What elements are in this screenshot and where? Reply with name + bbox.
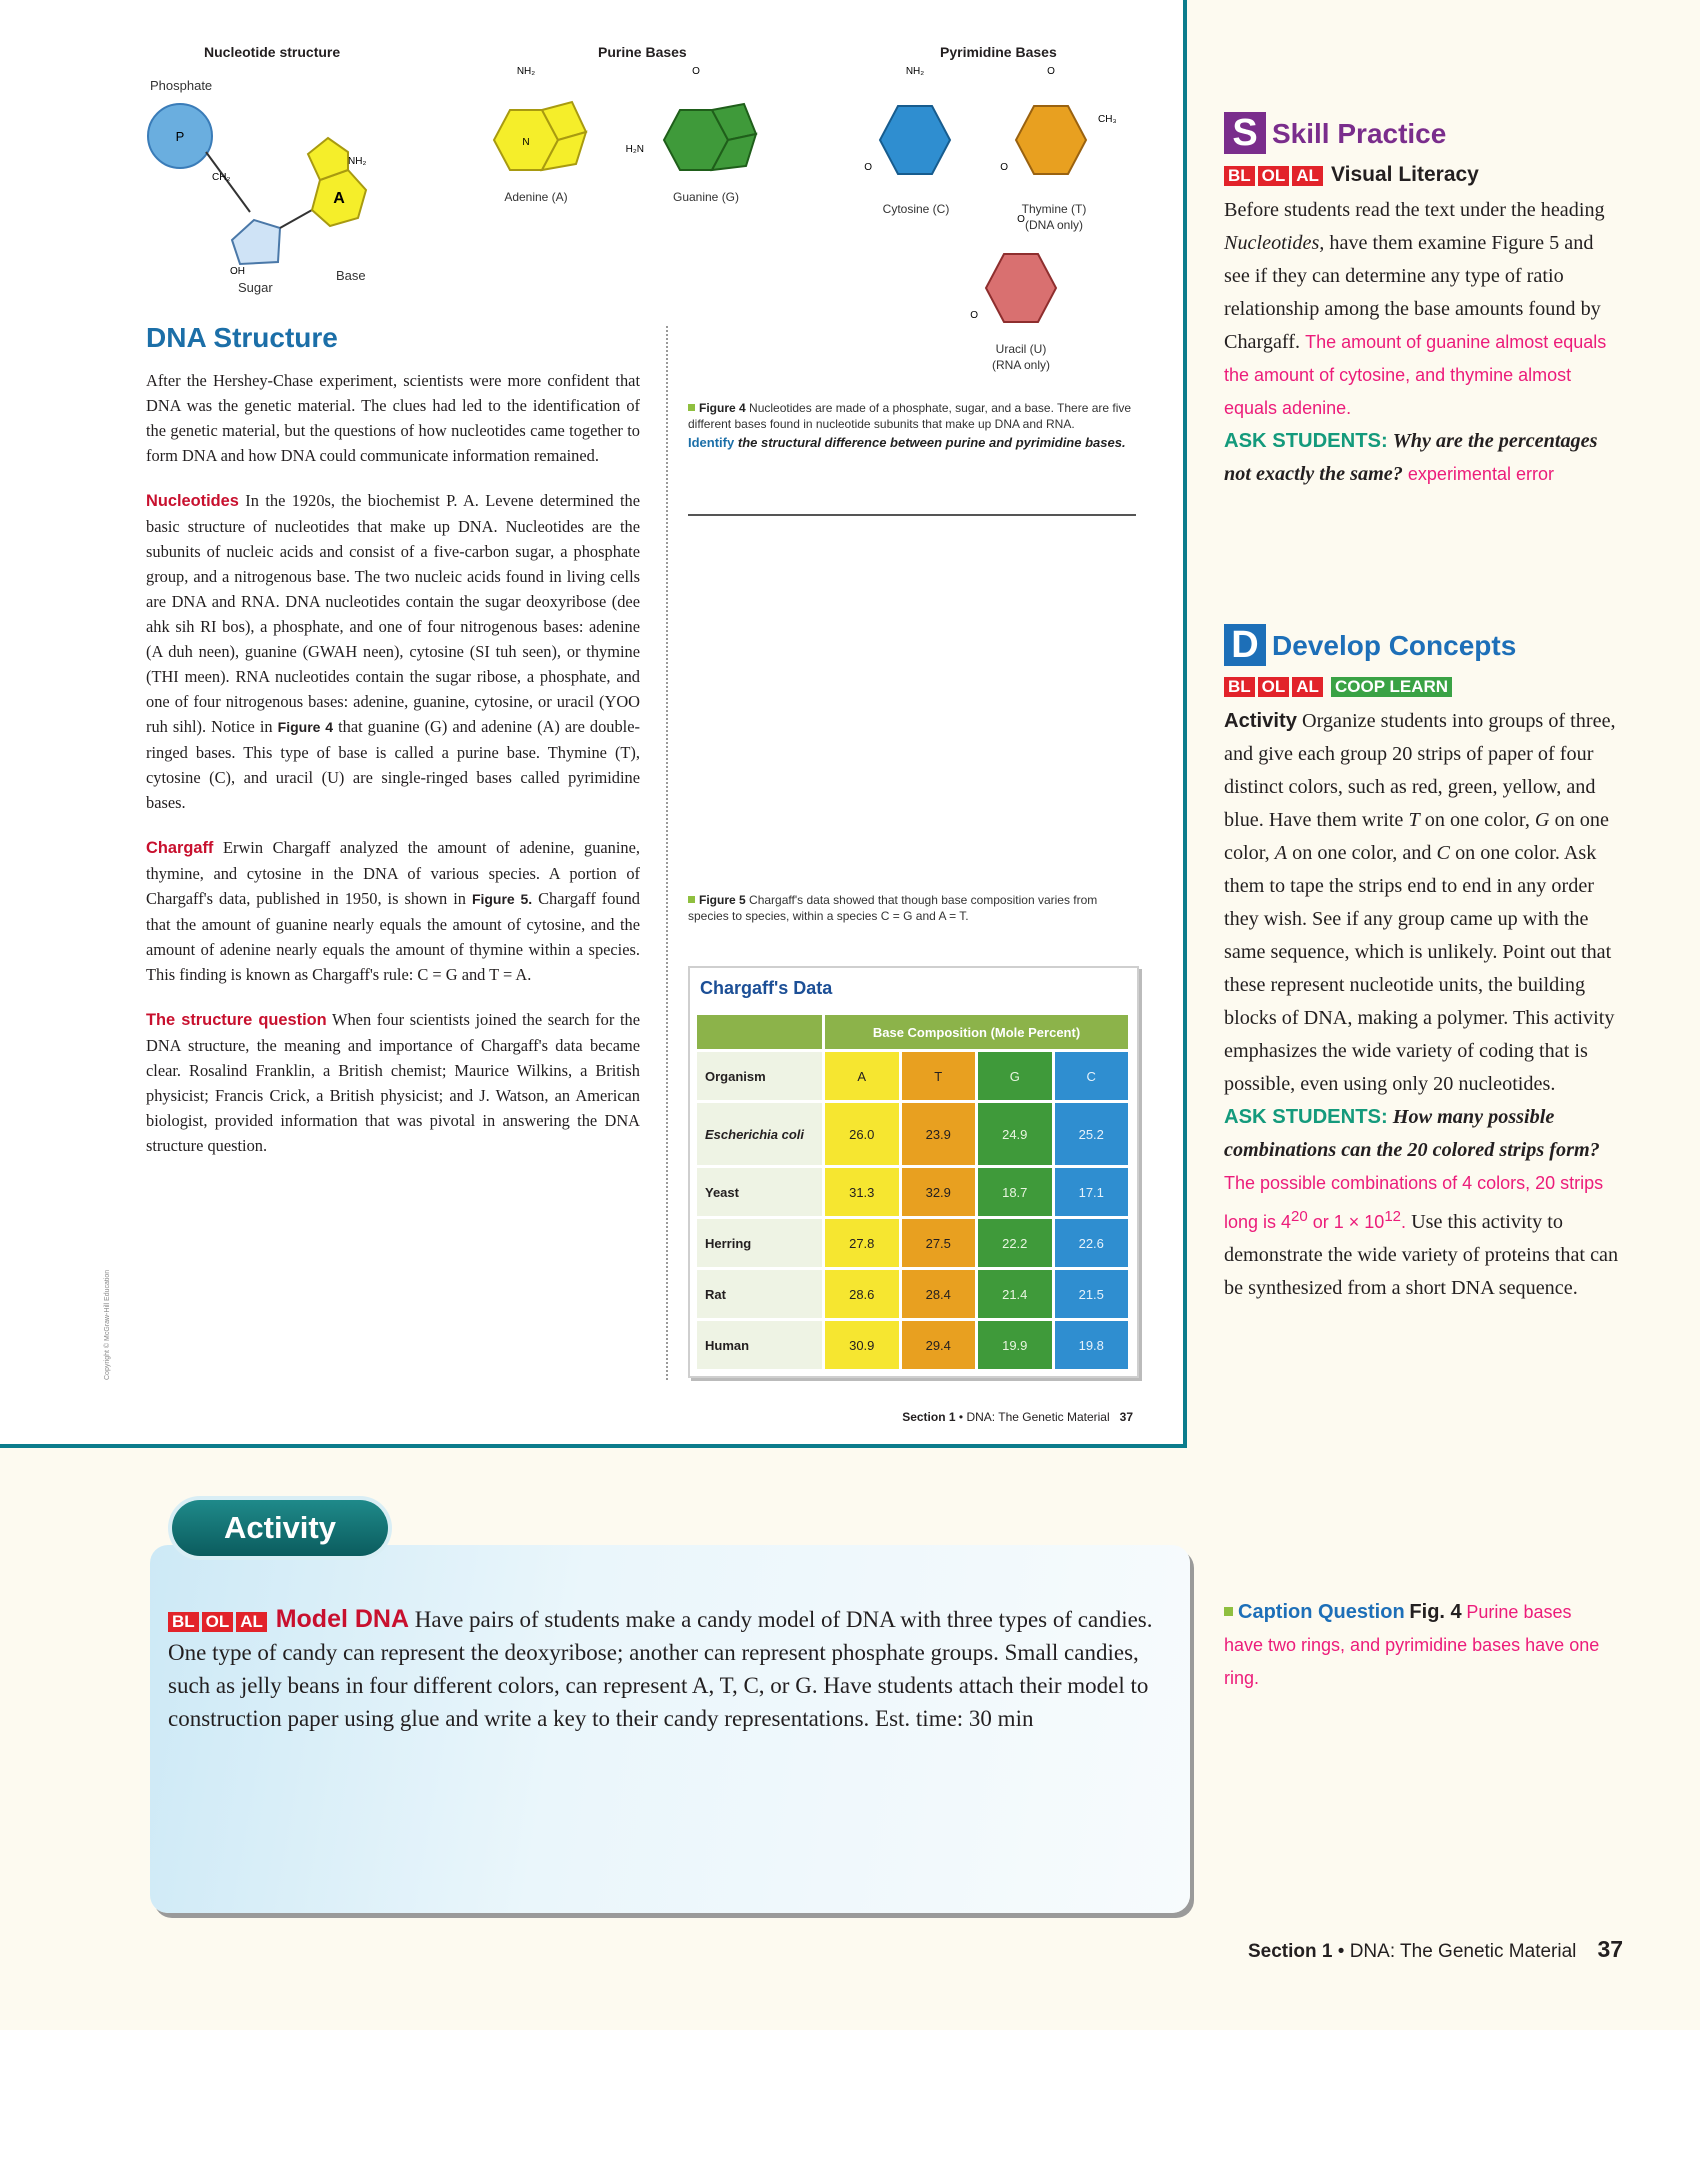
- purine-bases-title: Purine Bases: [598, 44, 687, 60]
- row-header: Organism: [697, 1052, 822, 1100]
- svg-text:N: N: [522, 137, 530, 148]
- table-row: Rat 28.6 28.4 21.4 21.5: [697, 1270, 1128, 1318]
- adenine-label: Adenine (A): [504, 190, 568, 204]
- activity-text: BL OL AL Model DNA Have pairs of students make a candy model of DNA with three types of candies. One type of candy can represent the deoxyribose; another can represent phosphate groups. Small candies, such as jelly beans in four different colors, can represent A, T, C, or G. Have students attach their model to construction paper using glue and write a key to their candy representations. Est. time: 30 min: [168, 1605, 1153, 1731]
- copyright-text: Copyright © McGraw-Hill Education: [104, 1269, 111, 1380]
- svg-text:O: O: [864, 162, 872, 173]
- student-page: [0, 0, 1187, 1448]
- cytosine-ring: [880, 106, 950, 174]
- column-divider: [666, 326, 668, 1380]
- skill-practice-answer: The amount of guanine almost equals the amount of cytosine, and thymine almost equals adenine.: [1224, 332, 1607, 418]
- coop-learn-tag: COOP LEARN: [1331, 677, 1452, 697]
- pyrimidine-bases-title: Pyrimidine Bases: [940, 44, 1057, 60]
- structure-head: The structure question: [146, 1011, 327, 1029]
- chargaff-head: Chargaff: [146, 839, 214, 857]
- section-body: [146, 368, 640, 1178]
- cytosine-nh2: NH₂: [905, 66, 925, 77]
- skill-practice-block: S Skill Practice BL OL AL Visual Literacy Before students read the text under the heading Nucleotides, have them examine Figure 5 and see if they can determine any type of ratio relationship among the base amounts found by Chargaff. The amount of guanine almost equals the amount of cytosine, and thymine almost equals adenine. ASK STUDENTS: Why are the percentages not exactly the same? experimental error: [1224, 112, 1624, 491]
- student-page-footer: Section 1 • DNA: The Genetic Material 37: [902, 1410, 1133, 1424]
- activity-box: [150, 1545, 1190, 1913]
- col-header-a: A: [825, 1052, 899, 1100]
- group-header: Base Composition (Mole Percent): [825, 1015, 1128, 1049]
- figure-5-caption: Figure 5 Chargaff's data showed that though base composition varies from species to species, within a species C = G and A = T.: [688, 893, 1098, 923]
- caption-question-icon: [1224, 1607, 1233, 1616]
- teacher-page-footer: Section 1 • DNA: The Genetic Material 37: [1248, 1936, 1624, 1962]
- uracil-note: (RNA only): [991, 358, 1050, 372]
- svg-text:O: O: [970, 310, 978, 321]
- caption-rule: [688, 514, 1136, 516]
- svg-text:O: O: [1000, 162, 1008, 173]
- table-row: Human 30.9 29.4 19.9 19.8: [697, 1321, 1128, 1369]
- nucleotides-paragraph: Nucleotides In the 1920s, the biochemist P. A. Levene determined the basic structure of nucleotides that make up DNA. Nucleotides are the subunits of nucleic acids and consist of a five-carbon sugar, a phosphate group, and a nitrogenous base. The two nucleic acids found in living cells are DNA and RNA. DNA nucleotides contain the sugar deoxyribose (dee ahk sih RI bos), a phosphate, and one of four nitrogenous bases: adenine (A duh neen), guanine (GWAH neen), cytosine (SI tuh seen), or thymine (THI meen). RNA nucleotides contain the sugar ribose, a phosphate, and one of four nitrogenous bases: adenine, guanine, cytosine, or uracil (YOO ruh sihl). Notice in Figure 4 that guanine (G) and adenine (A) are double-ringed bases. This type of base is called a purine base. Thymine (T), cytosine (C), and uracil (U) are single-ringed bases called pyrimidine bases.: [146, 491, 640, 812]
- develop-concepts-title: Develop Concepts: [1272, 629, 1517, 661]
- figure-4-ref[interactable]: Figure 4: [277, 719, 334, 735]
- skill-practice-ask: ASK STUDENTS: Why are the percentages not exactly the same? experimental error: [1224, 430, 1598, 485]
- sugar-label: Sugar: [238, 280, 273, 295]
- col-header-g: G: [978, 1052, 1052, 1100]
- guanine-label: Guanine (G): [672, 190, 740, 204]
- svg-text:O: O: [1047, 66, 1055, 77]
- table-title: Chargaff's Data: [700, 978, 833, 998]
- nucleotide-structure-title: Nucleotide structure: [204, 44, 341, 60]
- adenine-nh2: NH₂: [516, 66, 536, 77]
- skill-practice-text: Before students read the text under the heading Nucleotides, have them examine Figure 5 and see if they can determine any type of ratio relationship among the base amounts found by Chargaff. The amount of guanine almost equals the amount of cytosine, and thymine almost equals adenine.: [1224, 199, 1607, 418]
- thymine-label: Thymine (T): [1021, 202, 1087, 216]
- activity-label-pill: Activity: [172, 1500, 388, 1556]
- phosphate-label: Phosphate: [150, 78, 213, 93]
- skill-practice-badge: S: [1224, 112, 1266, 154]
- page-bottom-margin: [0, 2030, 1700, 2175]
- develop-concepts-badge: D: [1224, 624, 1266, 666]
- identify-prompt: Identify the structural difference between purine and pyrimidine bases.: [688, 435, 1126, 450]
- sugar-ring-shape: [232, 220, 280, 264]
- figure-5-ref[interactable]: Figure 5.: [471, 891, 533, 907]
- nucleotides-head: Nucleotides: [146, 492, 239, 510]
- cytosine-label: Cytosine (C): [882, 202, 950, 216]
- oh-atom: OH: [230, 266, 245, 277]
- uracil-ring: [986, 254, 1056, 322]
- col-header-c: C: [1055, 1052, 1129, 1100]
- thymine-ring: [1016, 106, 1086, 174]
- table-row: Escherichia coli 26.0 23.9 24.9 25.2: [697, 1103, 1128, 1165]
- nh2-atom: NH₂: [348, 156, 367, 167]
- ch2-atom: CH₂: [212, 172, 231, 183]
- develop-concepts-block: D Develop Concepts BL OL AL COOP LEARN Activity Organize students into groups of three, and give each group 20 strips of paper of four distinct colors, such as red, green, yellow, and blue. Have them write T on one color, G on one color, A on one color, and C on one color. Ask them to tape the strips end to end in any order they wish. See if any group came up with the same sequence, which is unlikely. Point out that these represent nucleotide units, the building blocks of DNA, making a polymer. This activity emphasizes the wide variety of coding that is possible, even using only 20 nucleotides. ASK STUDENTS: How many possible combinations can the 20 colored strips form? The possible combinations of 4 colors, 20 strips long is $4^{20}$ or $1 \times 10^{12}$. Use this activity to demonstrate the wide variety of proteins that can be synthesized from a short DNA sequence.: [1224, 624, 1624, 1305]
- develop-concepts-text: Activity Organize students into groups of three, and give each group 20 strips of paper of four distinct colors, such as red, green, yellow, and blue. Have them write T on one color, G on one color, A on one color, and C on one color. Ask them to tape the strips end to end in any order they wish. See if any group came up with the same sequence, which is unlikely. Point out that these represent nucleotide units, the building blocks of DNA, making a polymer. This activity emphasizes the wide variety of coding that is possible, even using only 20 nucleotides.: [1224, 710, 1616, 1095]
- table-row: Herring 27.8 27.5 22.2 22.6: [697, 1219, 1128, 1267]
- activity-head: Model DNA: [275, 1605, 410, 1633]
- figure-4-caption: Figure 4 Nucleotides are made of a phosphate, sugar, and a base. There are five different bases found in nucleotide subunits that make up DNA and RNA. Identify the structural difference between purine and pyrimidine bases.: [688, 400, 1136, 451]
- caption-square-icon: [688, 896, 695, 903]
- skill-practice-title: Skill Practice: [1272, 117, 1447, 149]
- col-header-t: T: [902, 1052, 976, 1100]
- base-a-letter: A: [333, 190, 345, 207]
- thymine-ch3: CH₃: [1098, 114, 1117, 125]
- chargaff-data-table: [688, 966, 1139, 1378]
- structure-paragraph: The structure question When four scientists joined the search for the DNA structure, the meaning and importance of Chargaff's data became clear. Rosalind Franklin, a British chemist; Maurice Wilkins, a British physicist; Francis Crick, a British physicist; and J. Watson, an American biologist, provided information that was pivotal in answering the DNA structure question.: [146, 1010, 640, 1155]
- visual-literacy-subtitle: Visual Literacy: [1331, 163, 1479, 186]
- develop-concepts-ask: ASK STUDENTS: How many possible combinations can the 20 colored strips form? The possible combinations of 4 colors, 20 strips long is $4^{20}$ or $1 \times 10^{12}$. Use this activity to demonstrate the wide variety of proteins that can be synthesized from a short DNA sequence.: [1224, 1106, 1619, 1299]
- chargaff-paragraph: Chargaff Erwin Chargaff analyzed the amount of adenine, guanine, thymine, and cytosine in the DNA of various species. A portion of Chargaff's data, published in 1950, is shown in Figure 5. Chargaff found that the amount of guanine nearly equals the amount of cytosine, and the amount of adenine nearly equals the amount of thymine within a species. This finding is known as Chargaff's rule: C = G and T = A.: [146, 838, 640, 984]
- intro-paragraph: After the Hershey-Chase experiment, scientists were more confident that DNA was the genetic material. The clues had led to the identification of the genetic material, but the questions of how nucleotides came together to form DNA and how DNA could communicate information remained.: [146, 371, 640, 465]
- phosphate-p-atom: P: [175, 129, 185, 144]
- thymine-note: (DNA only): [1024, 218, 1083, 232]
- uracil-label: Uracil (U): [995, 342, 1047, 356]
- caption-question-block: Caption Question Fig. 4 Purine bases have two rings, and pyrimidine bases have one ring.: [1224, 1601, 1600, 1688]
- base-label: Base: [336, 268, 366, 283]
- data-grid: [694, 1012, 1131, 1372]
- guanine-o: O: [692, 66, 700, 77]
- table-row: Yeast 31.3 32.9 18.7 17.1: [697, 1168, 1128, 1216]
- section-title: DNA Structure: [146, 322, 338, 353]
- svg-text:O: O: [1017, 214, 1025, 225]
- page-border-bottom: [0, 1444, 1187, 1448]
- caption-square-icon: [688, 404, 695, 411]
- guanine-h2n: H₂N: [625, 144, 644, 155]
